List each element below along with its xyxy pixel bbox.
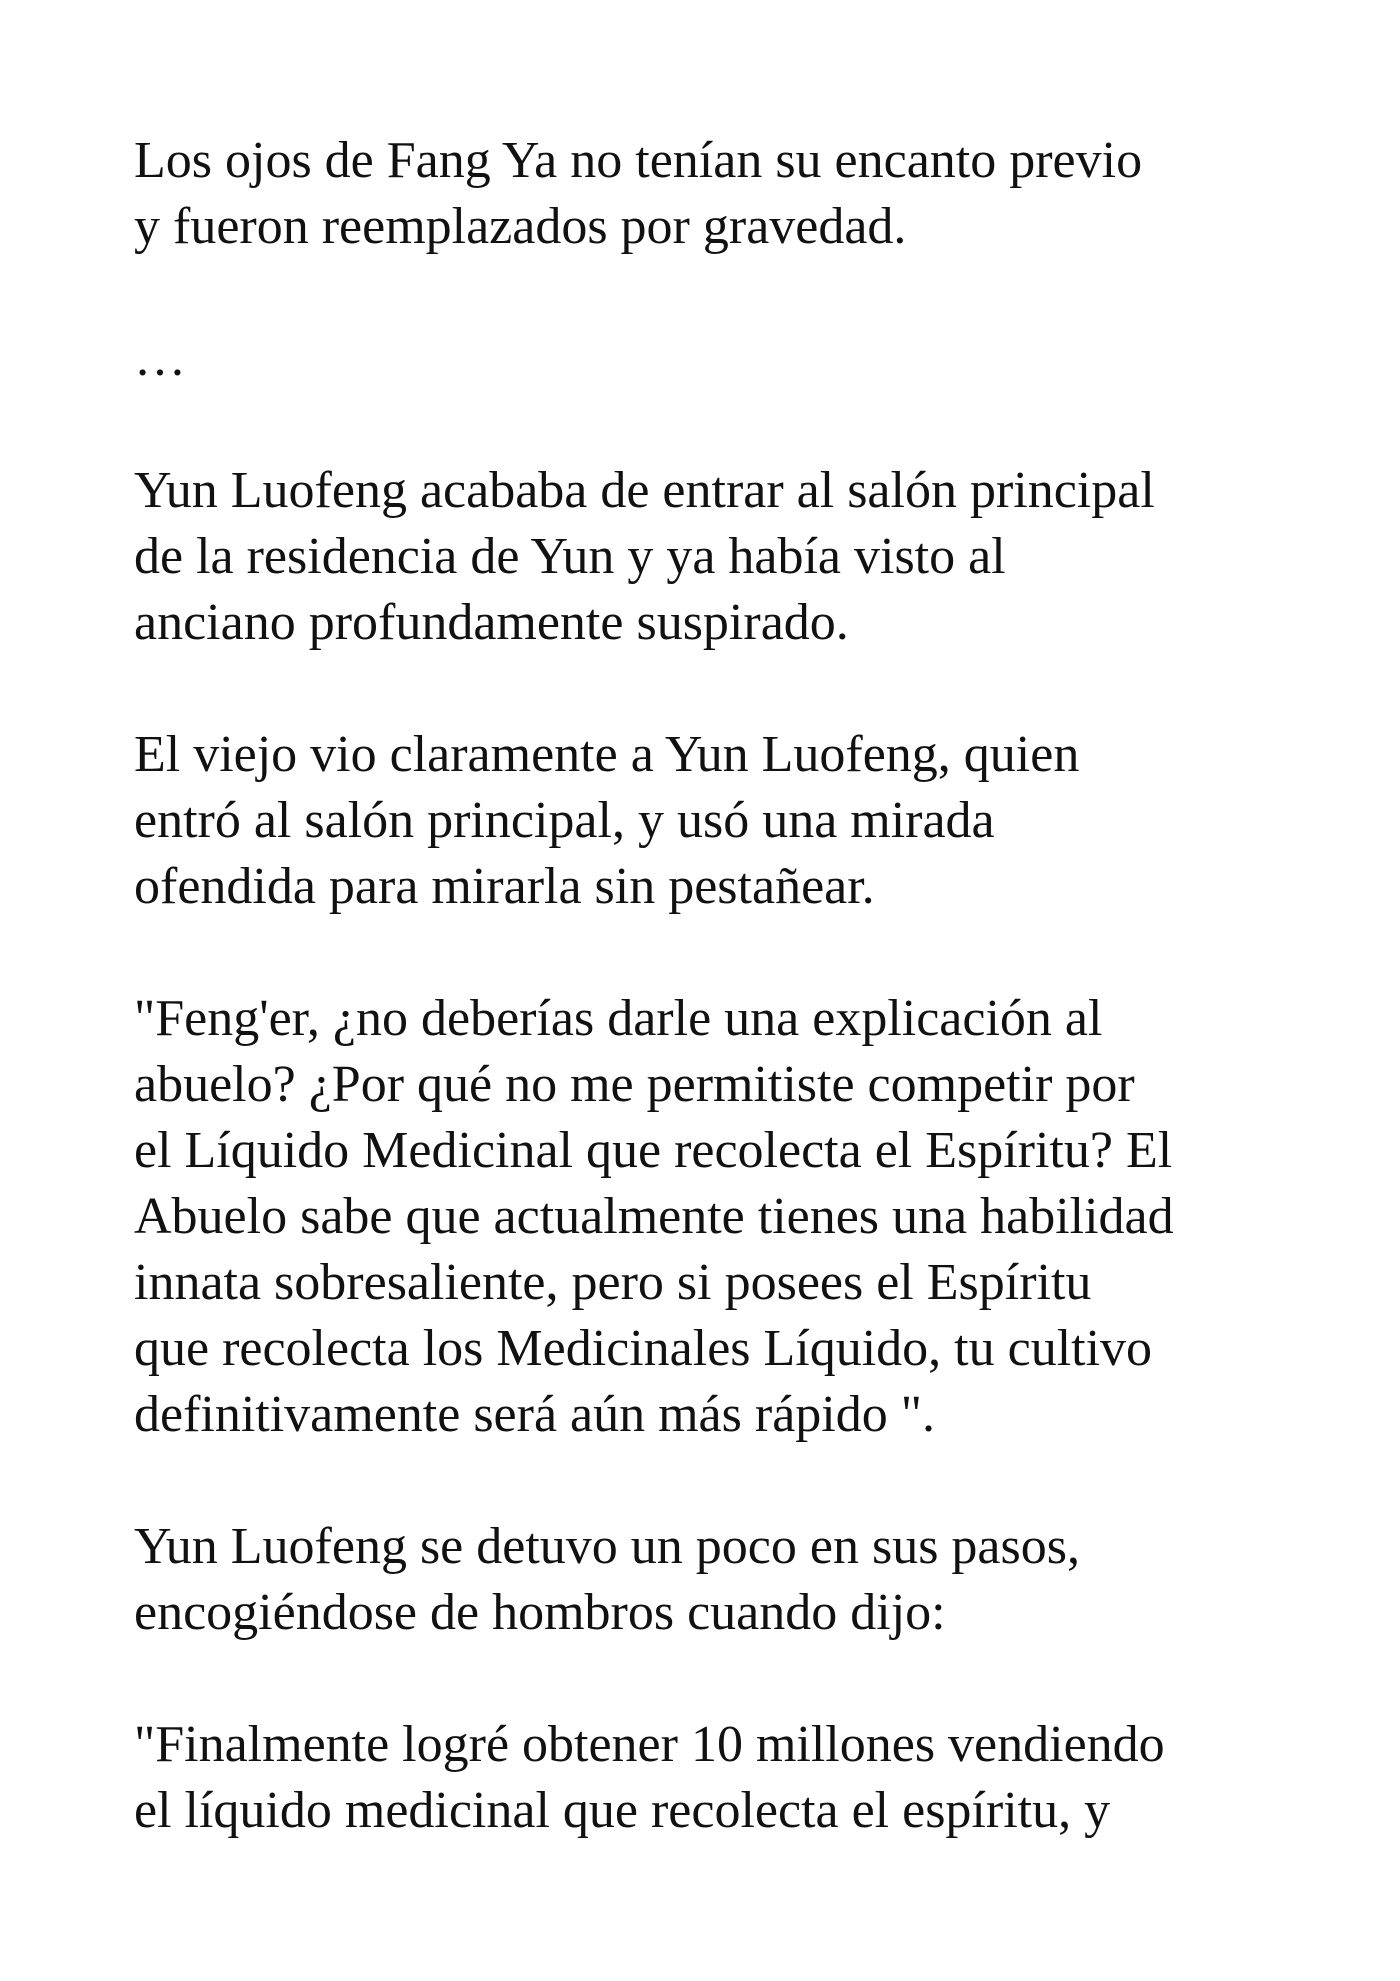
paragraph-6: Yun Luofeng se detuvo un poco en sus pasos, encogiéndose de hombros cuando dijo: [134, 1518, 1080, 1641]
paragraph-4: El viejo vio claramente a Yun Luofeng, quien entró al salón principal, y usó una mirada ofendida para mirarla sin pestañear. [134, 726, 1080, 915]
paragraph-ellipsis: … [134, 330, 186, 387]
paragraph-1: Los ojos de Fang Ya no tenían su encanto previo y fueron reemplazados por gravedad. [134, 132, 1143, 255]
paragraph-5: "Feng'er, ¿no deberías darle una explicación al abuelo? ¿Por qué no me permitiste competir por el Líquido Medicinal que recolecta el Espíritu? El Abuelo sabe que actualmente tienes una habilidad innata sobresaliente, pero si posees el Espíritu que recolecta los Medicinales Líquido, tu cultivo definitivamente será aún más rápido ". [134, 990, 1174, 1443]
paragraph-7: "Finalmente logré obtener 10 millones vendiendo el líquido medicinal que recolecta el espíritu, y [134, 1716, 1165, 1839]
paragraph-3: Yun Luofeng acababa de entrar al salón principal de la residencia de Yun y ya había visto al anciano profundamente suspirado. [134, 462, 1155, 651]
document-body [134, 128, 1314, 1844]
